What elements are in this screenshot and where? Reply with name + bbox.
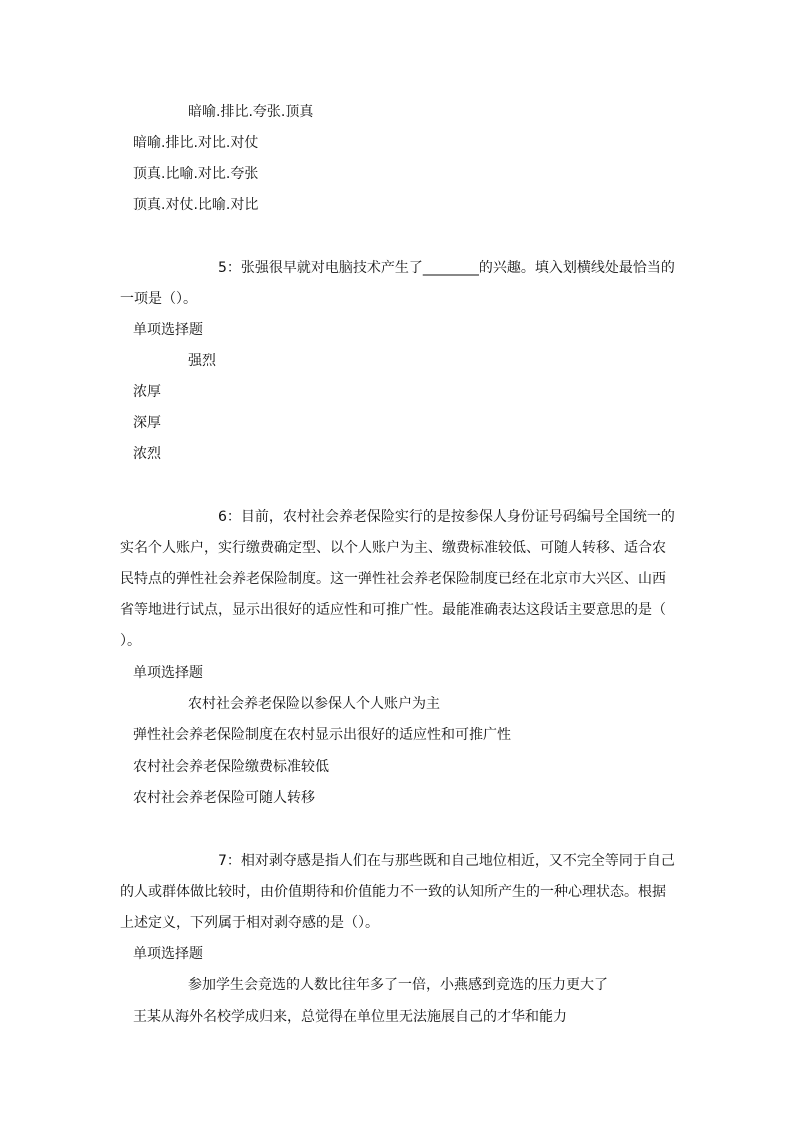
q5-option-a: 强烈 (188, 353, 216, 369)
q6-stem-line-4: 省等地进行试点，显示出很好的适应性和可推广性。最能准确表达这段话主要意思的是（ (120, 602, 666, 618)
q4-option-c: 顶真.比喻.对比.夸张 (133, 166, 259, 182)
q6-option-a: 农村社会养老保险以参保人个人账户为主 (188, 696, 440, 712)
q7-question-type: 单项选择题 (133, 946, 203, 962)
q7-option-a: 参加学生会竞选的人数比往年多了一倍，小燕感到竞选的压力更大了 (188, 977, 608, 993)
q6-stem-line-2: 实名个人账户，实行缴费确定型、以个人账户为主、缴费标准较低、可随人转移、适合农 (120, 540, 666, 556)
q4-option-a: 暗喻.排比.夸张.顶真 (188, 104, 314, 120)
q6-stem-line-1: 6：目前，农村社会养老保险实行的是按参保人身份证号码编号全国统一的 (218, 509, 675, 525)
q5-option-b: 浓厚 (133, 384, 161, 400)
q4-option-d: 顶真.对仗.比喻.对比 (133, 197, 259, 213)
q5-question-type: 单项选择题 (133, 322, 203, 338)
q5-option-d: 浓烈 (133, 446, 161, 462)
q6-stem-line-5: ）。 (120, 633, 141, 649)
q6-question-type: 单项选择题 (133, 665, 203, 681)
q6-stem-line-3: 民特点的弹性社会养老保险制度。这一弹性社会养老保险制度已经在北京市大兴区、山西 (120, 571, 666, 587)
q5-stem-line-2: 一项是（）。 (120, 291, 197, 307)
q7-option-b: 王某从海外名校学成归来，总觉得在单位里无法施展自己的才华和能力 (133, 1009, 567, 1025)
q6-option-c: 农村社会养老保险缴费标准较低 (133, 759, 329, 775)
q4-option-b: 暗喻.排比.对比.对仗 (133, 135, 259, 151)
q6-option-d: 农村社会养老保险可随人转移 (133, 790, 315, 806)
q6-option-b: 弹性社会养老保险制度在农村显示出很好的适应性和可推广性 (133, 727, 511, 743)
q5-stem-line-1: 5：张强很早就对电脑技术产生了________的兴趣。填入划横线处最恰当的 (218, 260, 675, 276)
q7-stem-line-1: 7：相对剥夺感是指人们在与那些既和自己地位相近，又不完全等同于自己 (218, 853, 675, 869)
q7-stem-line-3: 上述定义，下列属于相对剥夺感的是（）。 (120, 915, 379, 931)
q5-option-c: 深厚 (133, 415, 161, 431)
q7-stem-line-2: 的人或群体做比较时，由价值期待和价值能力不一致的认知所产生的一种心理状态。根据 (120, 884, 666, 900)
